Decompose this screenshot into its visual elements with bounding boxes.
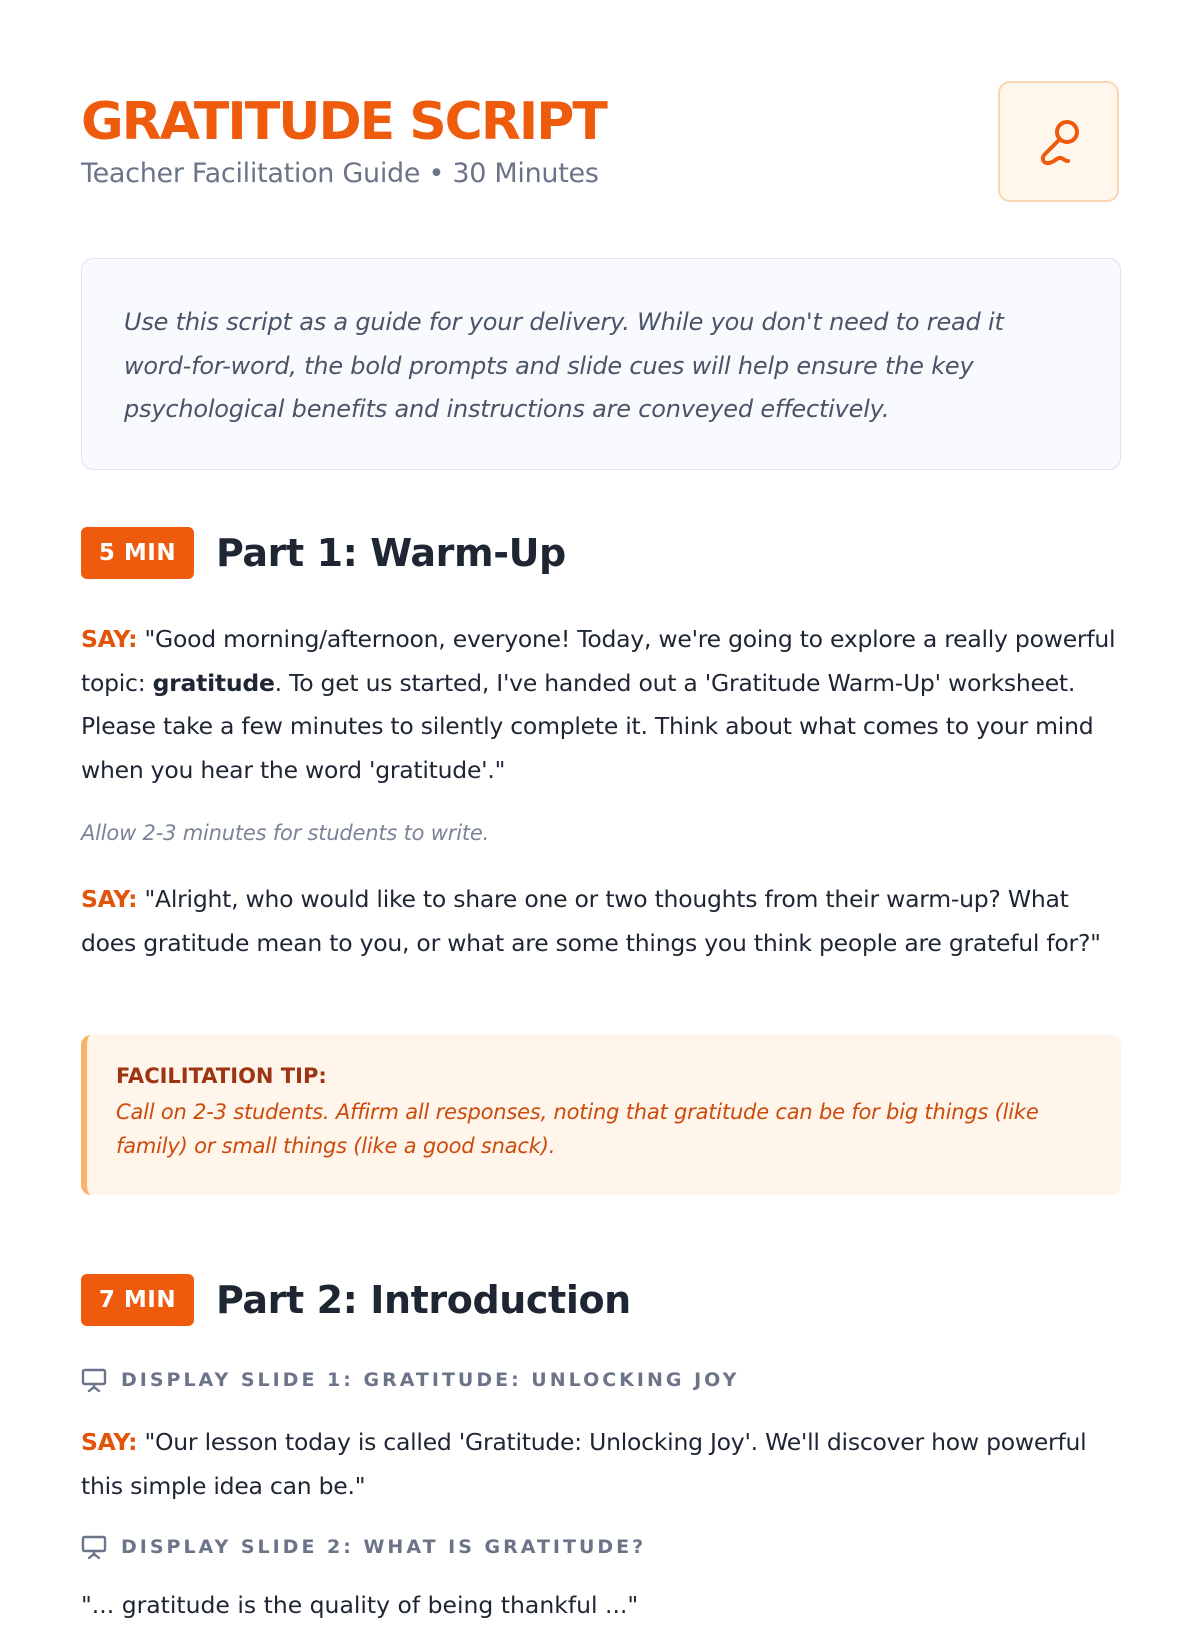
emphasis-text: gratitude <box>152 668 275 697</box>
presentation-icon <box>81 1367 107 1393</box>
section-heading-part1 <box>81 527 566 579</box>
presentation-icon <box>81 1534 107 1560</box>
say-label: SAY: <box>81 1428 138 1456</box>
slide-cue <box>81 1365 739 1395</box>
say-text: "Our lesson today is called 'Gratitude: Unlocking Joy'. We'll discover how powerful this simple idea can be." <box>81 1428 1087 1500</box>
section-title: Part 2: Introduction <box>216 1278 631 1322</box>
say-label: SAY: <box>81 625 138 653</box>
section-heading-part2 <box>81 1274 631 1326</box>
slide-cue <box>81 1532 646 1562</box>
section-title: Part 1: Warm-Up <box>216 531 566 575</box>
tip-text: Call on 2-3 students. Affirm all responses, noting that gratitude can be for big things (like family) or small things (like a good snack). <box>116 1100 1039 1158</box>
say-text: "Good morning/afternoon, everyone! Today, we're going to explore a really powerful topic: <box>81 625 1116 697</box>
duration-badge: 5 MIN <box>81 527 194 579</box>
say-paragraph <box>81 618 1121 792</box>
page-title: GRATITUDE SCRIPT <box>81 92 606 152</box>
truncated-paragraph <box>81 1586 1121 1619</box>
slide-cue-text: DISPLAY SLIDE 1: GRATITUDE: UNLOCKING JOY <box>121 1369 740 1391</box>
say-paragraph <box>81 878 1121 965</box>
say-paragraph <box>81 1421 1121 1508</box>
tip-label: FACILITATION TIP: <box>116 1064 327 1088</box>
header <box>81 92 1121 212</box>
intro-text: Use this script as a guide for your delivery. While you don't need to read it word-for-word, the bold prompts and slide cues will help ensure the key psychological benefits and instructions are conveyed effectively. <box>124 308 1004 423</box>
page-subtitle: Teacher Facilitation Guide • 30 Minutes <box>81 158 599 189</box>
facilitation-tip <box>81 1035 1121 1195</box>
intro-box <box>81 258 1121 470</box>
truncated-text: "... gratitude is the quality of being thankful ..." <box>81 1591 639 1619</box>
slide-cue-text: DISPLAY SLIDE 2: WHAT IS GRATITUDE? <box>121 1536 647 1558</box>
microphone-icon-box <box>998 81 1119 202</box>
say-text: . To get us started, I've handed out a 'Gratitude Warm-Up' worksheet. Please take a few minutes to silently complete it. Think about what comes to your mind when you hear the word 'gratitude'." <box>81 668 1094 784</box>
microphone-icon <box>1031 114 1087 170</box>
duration-badge: 7 MIN <box>81 1274 194 1326</box>
say-text: "Alright, who would like to share one or two thoughts from their warm-up? What does gratitude mean to you, or what are some things you think people are grateful for?" <box>81 885 1101 957</box>
facilitator-note: Allow 2-3 minutes for students to write. <box>81 821 490 845</box>
say-label: SAY: <box>81 885 138 913</box>
